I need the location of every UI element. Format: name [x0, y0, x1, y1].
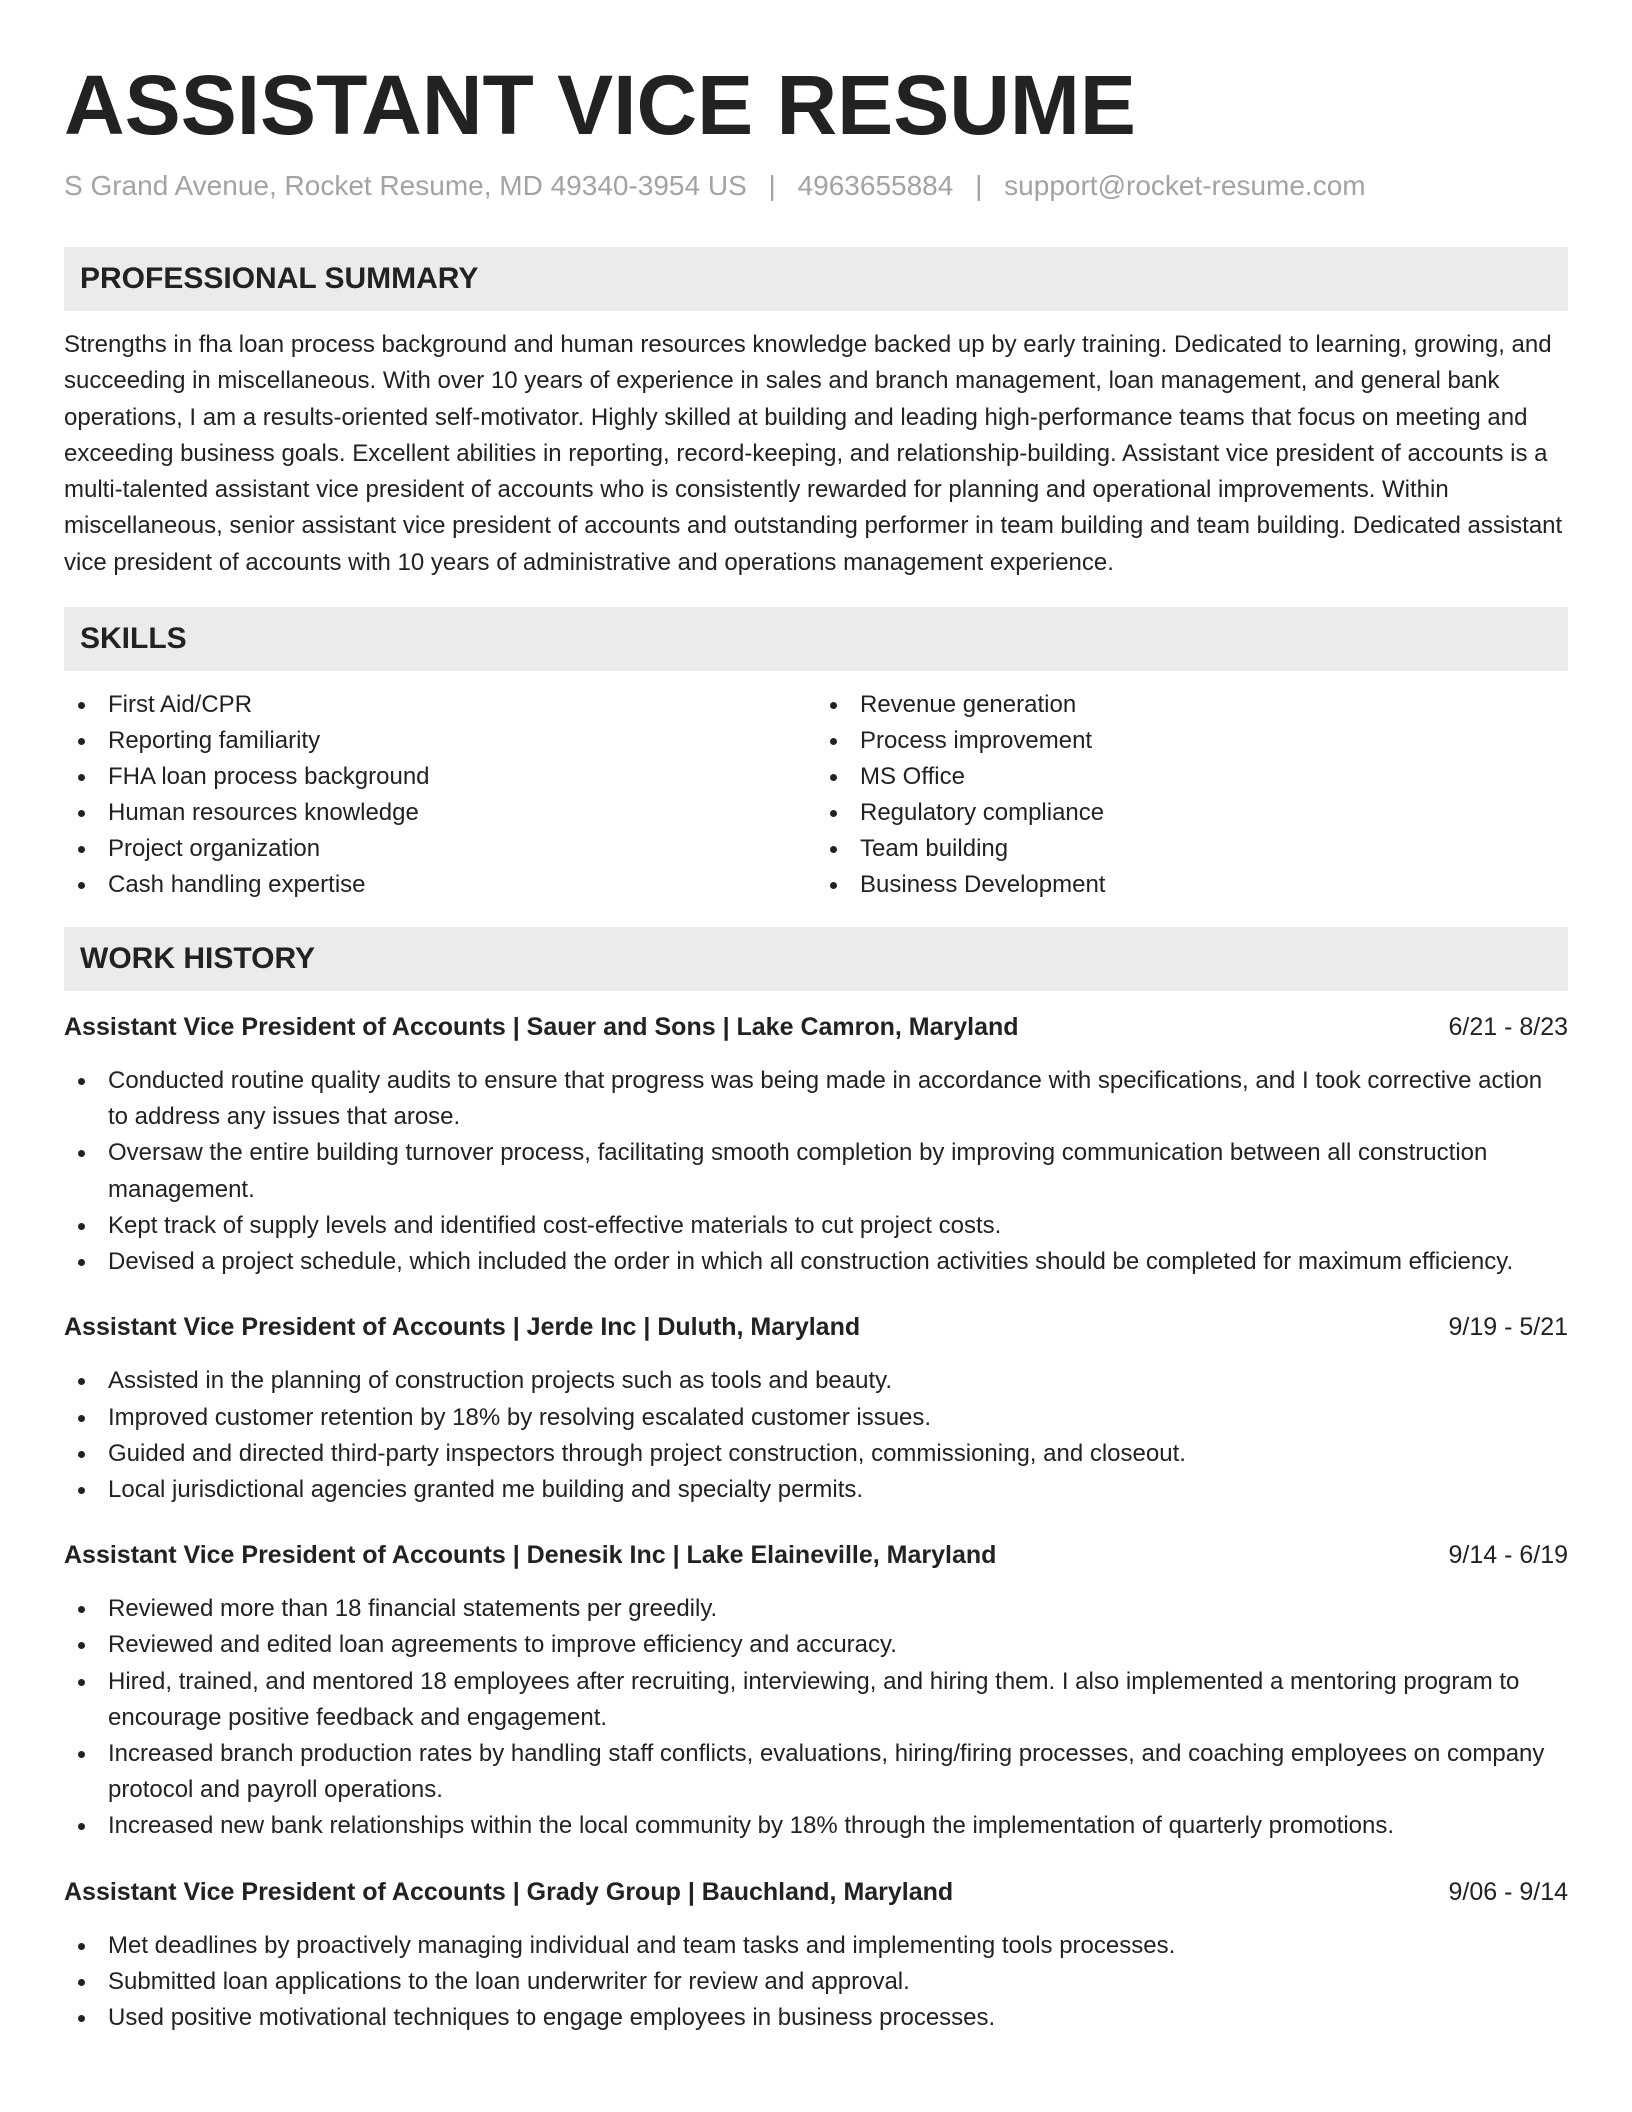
job-header: [64, 1537, 1568, 1573]
skill-item: [816, 723, 1568, 759]
skills-list: [64, 687, 1568, 903]
bullet-icon: [830, 774, 837, 781]
skill-item-text: Team building: [860, 835, 1009, 863]
skill-item-text: Reporting familiarity: [108, 727, 321, 755]
skill-item: [816, 687, 1568, 723]
job-bullet: [64, 1363, 1568, 1399]
skill-item-text: Human resources knowledge: [108, 799, 419, 827]
work-history-heading: WORK HISTORY: [64, 927, 1568, 991]
skill-item-text: Revenue generation: [860, 691, 1077, 719]
skill-item-text: Process improvement: [860, 727, 1093, 755]
bullet-icon: [830, 738, 837, 745]
job-bullet-text: Oversaw the entire building turnover process, facilitating smooth completion by improving communication between all construction management.: [108, 1139, 1488, 1203]
skill-item: [816, 759, 1568, 795]
job-bullet-text: Local jurisdictional agencies granted me building and specialty permits.: [108, 1475, 864, 1503]
job-entry: [64, 1874, 1568, 2037]
job-bullet: [64, 1808, 1568, 1844]
bullet-icon: [78, 2015, 85, 2022]
bullet-icon: [830, 702, 837, 709]
contact-phone: 4963655884: [797, 170, 954, 201]
job-entry: [64, 1009, 1568, 1280]
job-title: Assistant Vice President of Accounts | Sauer and Sons | Lake Camron, Maryland: [64, 1013, 1019, 1042]
bullet-icon: [78, 810, 85, 817]
skill-item-text: Cash handling expertise: [108, 871, 366, 899]
resume-title: ASSISTANT VICE RESUME: [64, 58, 1136, 152]
skill-item: [816, 867, 1568, 903]
summary-text: Strengths in fha loan process background and human resources knowledge backed up by early training. Dedicated to learning, growing, and succeeding in miscellaneous. With over 10 years of experience in sales and branch management, loan management, and general bank operations, I am a results-oriented self-motivator. Highly skilled at building and leading high-performance teams that focus on meeting and exceeding business goals. Excellent abilities in reporting, record-keeping, and relationship-building. Assistant vice president of accounts is a multi-talented assistant vice president of accounts who is consistently rewarded for planning and operational improvements. Within miscellaneous, senior assistant vice president of accounts and outstanding performer in team building and team building. Dedicated assistant vice president of accounts with 10 years of administrative and operations management experience.: [64, 331, 1563, 576]
skills-column-right: [816, 687, 1568, 903]
job-bullet-text: Reviewed and edited loan agreements to improve efficiency and accuracy.: [108, 1631, 897, 1659]
job-bullet: [64, 1400, 1568, 1436]
job-bullets: [64, 1063, 1568, 1280]
skill-item-text: Business Development: [860, 871, 1106, 899]
job-bullet: [64, 1135, 1568, 1207]
contact-email: support@rocket-resume.com: [1004, 170, 1366, 201]
bullet-icon: [78, 702, 85, 709]
job-dates: 6/21 - 8/23: [1448, 1013, 1568, 1042]
skill-item-text: FHA loan process background: [108, 763, 430, 791]
contact-line: [64, 167, 1568, 205]
bullet-icon: [78, 1679, 85, 1686]
job-bullet: [64, 2000, 1568, 2036]
job-dates: 9/14 - 6/19: [1448, 1541, 1568, 1570]
bullet-icon: [78, 1606, 85, 1613]
bullet-icon: [78, 882, 85, 889]
job-bullets: [64, 1928, 1568, 2037]
contact-separator: |: [768, 170, 776, 201]
job-dates: 9/06 - 9/14: [1448, 1877, 1568, 1906]
job-bullet: [64, 1964, 1568, 2000]
job-dates: 9/19 - 5/21: [1448, 1313, 1568, 1342]
skill-item: [64, 687, 816, 723]
skills-column-left: [64, 687, 816, 903]
job-bullet: [64, 1736, 1568, 1808]
contact-separator: |: [975, 170, 983, 201]
job-bullet-text: Guided and directed third-party inspectors through project construction, commissioning, and closeout.: [108, 1439, 1186, 1467]
job-header: [64, 1009, 1568, 1045]
job-bullet: [64, 1591, 1568, 1627]
skill-item: [816, 831, 1568, 867]
job-bullet: [64, 1472, 1568, 1508]
job-bullet: [64, 1208, 1568, 1244]
job-title: Assistant Vice President of Accounts | Jerde Inc | Duluth, Maryland: [64, 1313, 861, 1342]
bullet-icon: [830, 810, 837, 817]
job-bullet-text: Increased branch production rates by handling staff conflicts, evaluations, hiring/firing processes, and coaching employees on company protocol and payroll operations.: [108, 1739, 1545, 1804]
bullet-icon: [78, 738, 85, 745]
summary-heading: PROFESSIONAL SUMMARY: [64, 247, 1568, 311]
bullet-icon: [78, 846, 85, 853]
skill-item: [64, 867, 816, 903]
job-title: Assistant Vice President of Accounts | Grady Group | Bauchland, Maryland: [64, 1877, 954, 1906]
job-title: Assistant Vice President of Accounts | Denesik Inc | Lake Elaineville, Maryland: [64, 1541, 997, 1570]
bullet-icon: [78, 1451, 85, 1458]
bullet-icon: [78, 1378, 85, 1385]
skill-item-text: First Aid/CPR: [108, 691, 253, 719]
bullet-icon: [78, 1751, 85, 1758]
bullet-icon: [78, 1415, 85, 1422]
job-bullet: [64, 1664, 1568, 1736]
job-bullet-text: Conducted routine quality audits to ensure that progress was being made in accordance with specifications, and I took corrective action to address any issues that arose.: [108, 1067, 1543, 1131]
bullet-icon: [78, 774, 85, 781]
job-bullet-text: Reviewed more than 18 financial statements per greedily.: [108, 1595, 718, 1623]
skill-item: [64, 831, 816, 867]
bullet-icon: [78, 1078, 85, 1085]
job-bullet: [64, 1627, 1568, 1663]
skill-item-text: MS Office: [860, 763, 965, 791]
bullet-icon: [78, 1150, 85, 1157]
skill-item: [64, 723, 816, 759]
job-bullet-text: Hired, trained, and mentored 18 employees after recruiting, interviewing, and hiring them. I also implemented a mentoring program to encourage positive feedback and engagement.: [108, 1667, 1520, 1731]
skills-heading: SKILLS: [64, 607, 1568, 671]
job-bullet-text: Used positive motivational techniques to engage employees in business processes.: [108, 2003, 996, 2031]
skill-item-text: Regulatory compliance: [860, 799, 1105, 827]
job-bullet-text: Kept track of supply levels and identified cost-effective materials to cut project costs.: [108, 1211, 1002, 1239]
job-entry: [64, 1537, 1568, 1844]
skill-item: [816, 795, 1568, 831]
job-header: [64, 1309, 1568, 1345]
bullet-icon: [78, 1642, 85, 1649]
work-history-list: [64, 1009, 1568, 2036]
bullet-icon: [78, 1223, 85, 1230]
skill-item: [64, 795, 816, 831]
job-entry: [64, 1309, 1568, 1508]
bullet-icon: [830, 846, 837, 853]
skill-item: [64, 759, 816, 795]
job-bullet: [64, 1928, 1568, 1964]
job-bullet: [64, 1063, 1568, 1135]
job-bullets: [64, 1591, 1568, 1844]
job-bullet: [64, 1436, 1568, 1472]
contact-address: S Grand Avenue, Rocket Resume, MD 49340-3954 US: [64, 170, 747, 201]
job-bullet-text: Submitted loan applications to the loan underwriter for review and approval.: [108, 1967, 910, 1995]
skill-item-text: Project organization: [108, 835, 321, 863]
job-bullets: [64, 1363, 1568, 1508]
bullet-icon: [78, 1943, 85, 1950]
job-bullet-text: Assisted in the planning of construction projects such as tools and beauty.: [108, 1367, 893, 1395]
bullet-icon: [78, 1259, 85, 1266]
bullet-icon: [78, 1823, 85, 1830]
bullet-icon: [78, 1979, 85, 1986]
job-bullet-text: Improved customer retention by 18% by resolving escalated customer issues.: [108, 1403, 932, 1431]
job-bullet-text: Increased new bank relationships within the local community by 18% through the implementation of quarterly promotions.: [108, 1812, 1395, 1840]
job-bullet: [64, 1244, 1568, 1280]
job-header: [64, 1874, 1568, 1910]
bullet-icon: [78, 1487, 85, 1494]
bullet-icon: [830, 882, 837, 889]
job-bullet-text: Met deadlines by proactively managing individual and team tasks and implementing tools processes.: [108, 1931, 1176, 1959]
job-bullet-text: Devised a project schedule, which included the order in which all construction activities should be completed for maximum efficiency.: [108, 1248, 1514, 1276]
